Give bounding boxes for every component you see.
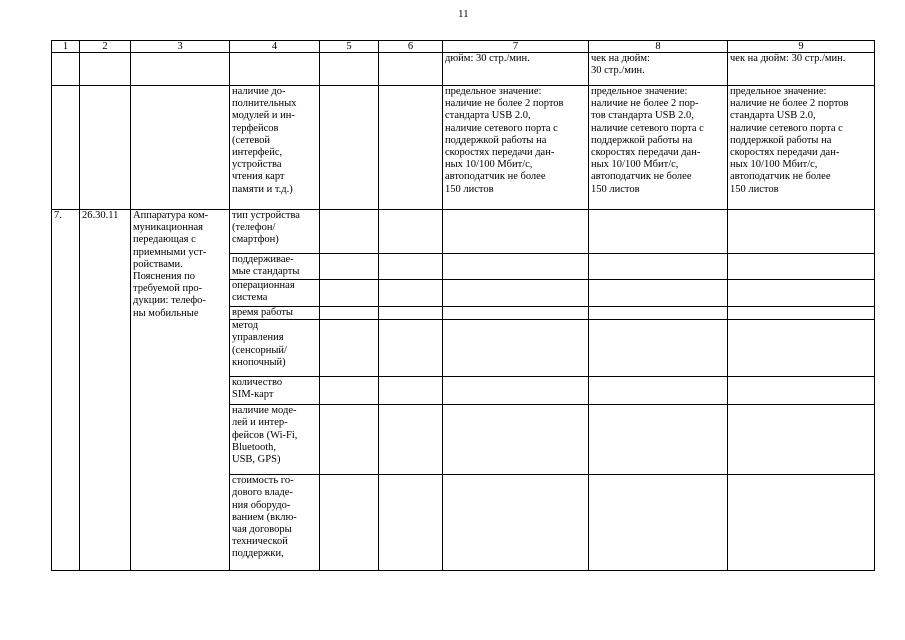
table-cell: предельное значение: наличие не более 2 портов стандарта USB 2.0, наличие сетевого порта с поддержкой работы на скоростях передачи дан- ных 10/100 Мбит/с, автоподатчик не более 150 листов: [443, 86, 589, 210]
column-header-4: 4: [230, 41, 320, 53]
column-header-6: 6: [379, 41, 443, 53]
table-cell: [230, 53, 320, 86]
column-header-5: 5: [320, 41, 379, 53]
table-cell: чек на дюйм: 30 стр./мин.: [589, 53, 728, 86]
table-cell: [131, 53, 230, 86]
column-header-8: 8: [589, 41, 728, 53]
characteristic-cell: наличие моде- лей и интер- фейсов (Wi-Fi, Bluetooth, USB, GPS): [230, 405, 320, 475]
characteristic-cell: операционная система: [230, 280, 320, 307]
table-cell: предельное значение: наличие не более 2 пор- тов стандарта USB 2.0, наличие сетевого порта с поддержкой работы на скоростях передачи дан- ных 10/100 Мбит/с, автоподатчик не более 150 листов: [589, 86, 728, 210]
table-row: [52, 210, 875, 254]
characteristic-cell: тип устройства (телефон/ смартфон): [230, 210, 320, 254]
table-cell: [379, 53, 443, 86]
characteristic-cell: время работы: [230, 307, 320, 320]
table-cell: [379, 86, 443, 210]
column-header-7: 7: [443, 41, 589, 53]
table-cell: [131, 86, 230, 210]
table-cell: [320, 53, 379, 86]
column-header-9: 9: [728, 41, 875, 53]
table-row: [52, 86, 875, 210]
specification-table: [51, 40, 875, 571]
page-number: 11: [458, 8, 469, 20]
table-cell: чек на дюйм: 30 стр./мин.: [728, 53, 875, 86]
table-cell: предельное значение: наличие не более 2 портов стандарта USB 2.0, наличие сетевого порта с поддержкой работы на скоростях передачи дан- ных 10/100 Мбит/с, автоподатчик не более 150 листов: [728, 86, 875, 210]
table-cell: наличие до- полнительных модулей и ин- терфейсов (сетевой интерфейс, устройства чтения карт памяти и т.д.): [230, 86, 320, 210]
table-cell: [52, 86, 80, 210]
table-cell: [320, 86, 379, 210]
table-cell: [80, 53, 131, 86]
table-row: [52, 53, 875, 86]
table-cell: дюйм: 30 стр./мин.: [443, 53, 589, 86]
header-row: [52, 41, 875, 53]
table-cell: [80, 86, 131, 210]
product-name: Аппаратура ком- муникационная передающая с приемными уст- ройствами. Пояснения по требуемой про- дукции: телефо- ны мобильные: [131, 210, 230, 571]
column-header-3: 3: [131, 41, 230, 53]
characteristic-cell: количество SIM-карт: [230, 377, 320, 405]
column-header-1: 1: [52, 41, 80, 53]
characteristic-cell: поддерживае- мые стандарты: [230, 254, 320, 280]
characteristic-cell: метод управления (сенсорный/ кнопочный): [230, 320, 320, 377]
okpd-code: 26.30.11: [80, 210, 131, 571]
characteristic-cell: стоимость го- дового владе- ния оборудо- ванием (вклю- чая договоры технической поддержки,: [230, 475, 320, 571]
table-cell: [52, 53, 80, 86]
item-number: 7.: [52, 210, 80, 571]
column-header-2: 2: [80, 41, 131, 53]
